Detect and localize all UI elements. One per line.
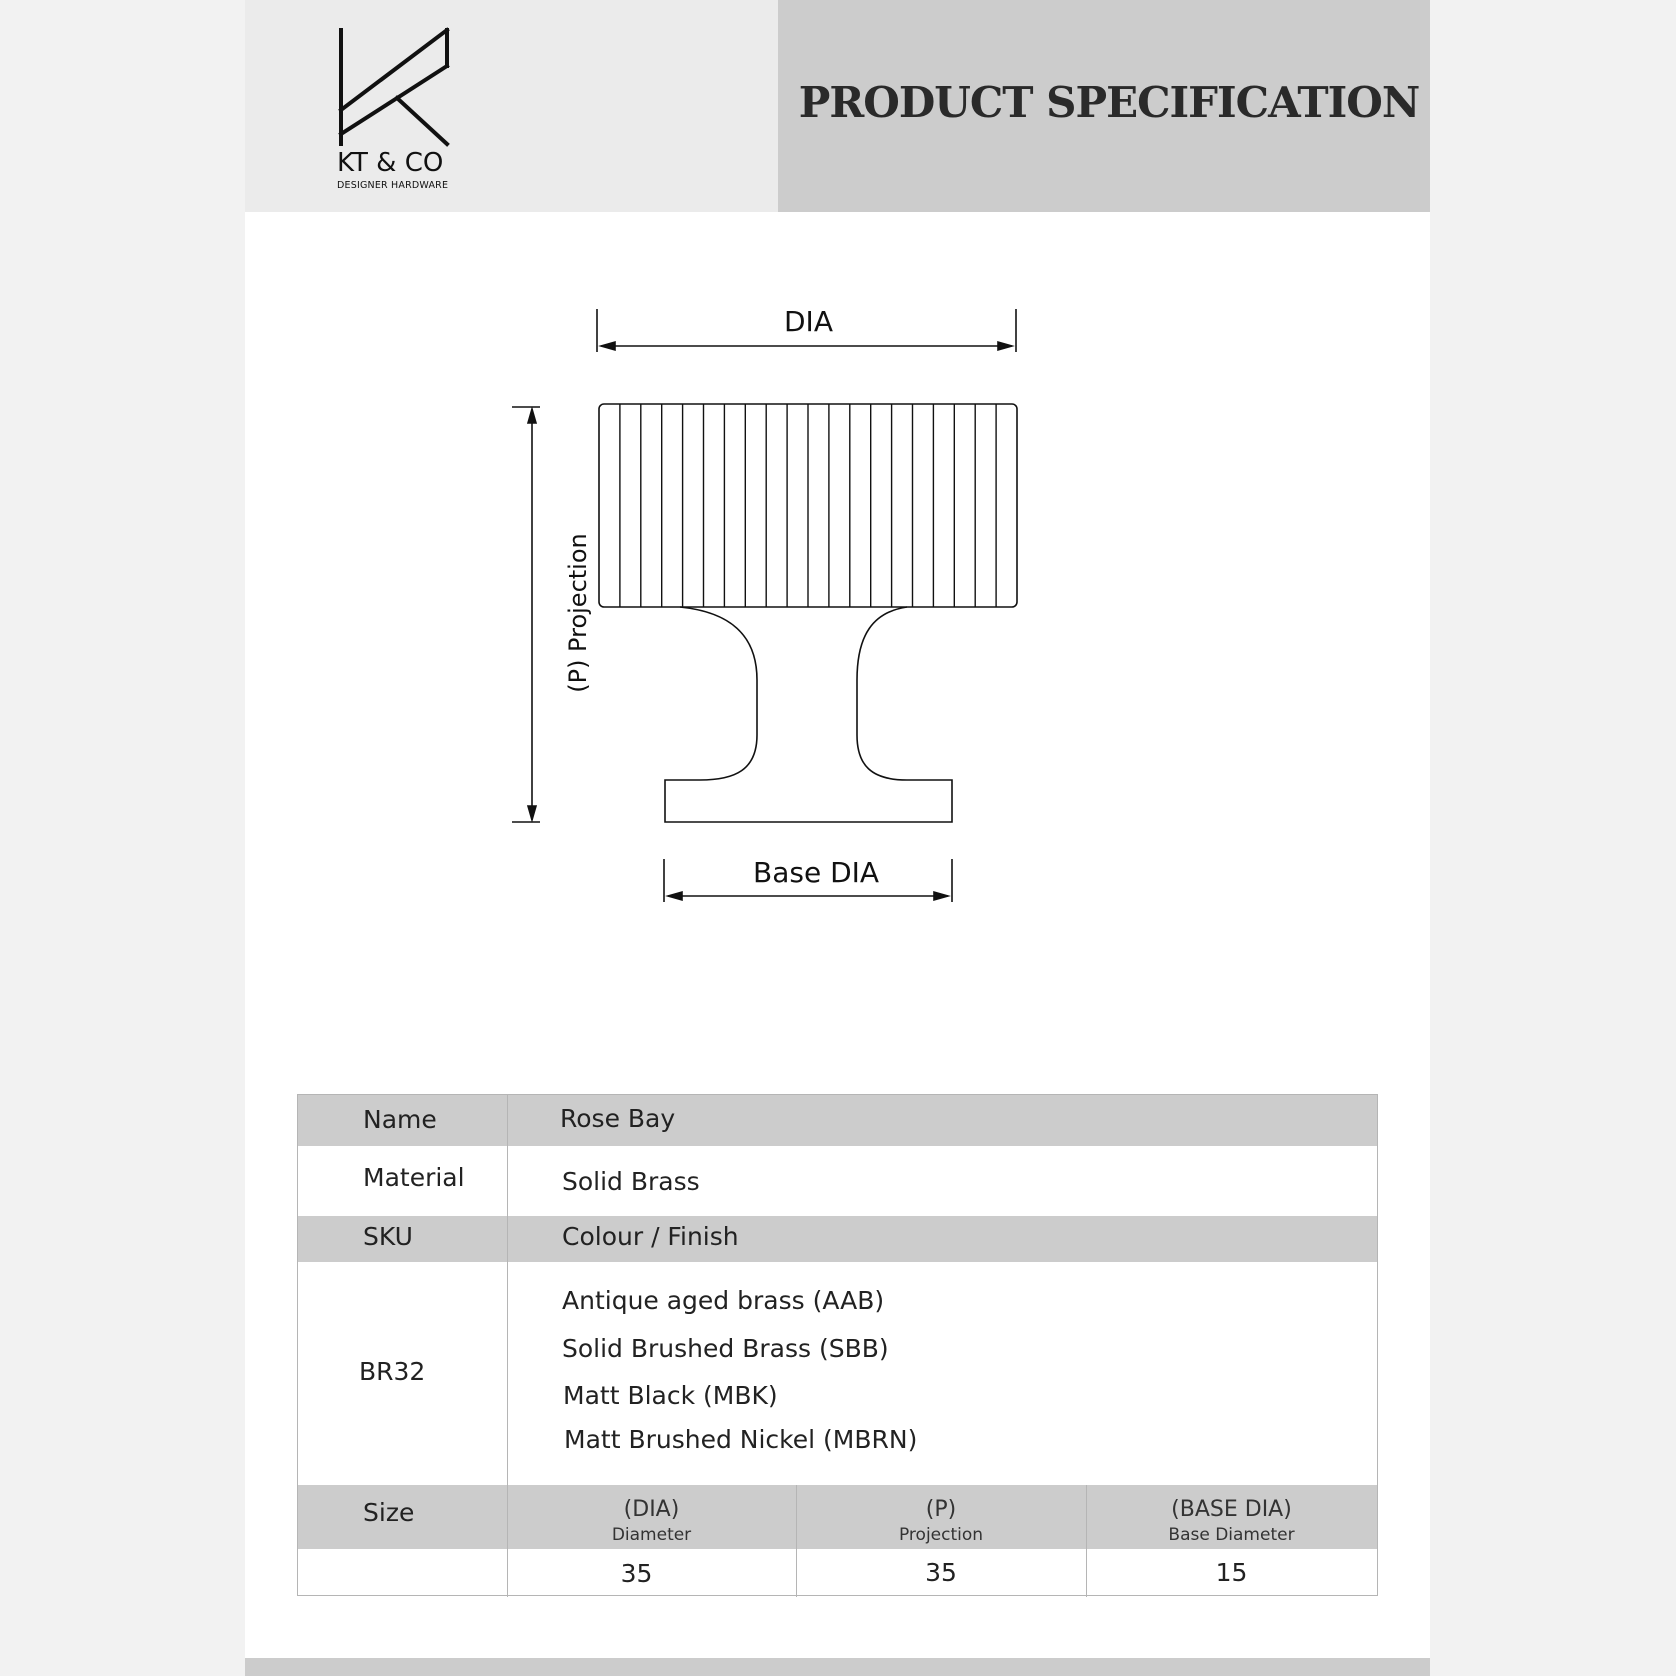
- sku-label: SKU: [363, 1222, 413, 1251]
- spec-table: [297, 1094, 1378, 1596]
- spec-sheet-page: [245, 0, 1430, 1676]
- knob-stem-outline: [665, 607, 952, 822]
- finish-item: Antique aged brass (AAB): [562, 1286, 885, 1315]
- finish-label: Colour / Finish: [562, 1222, 739, 1251]
- knob-technical-drawing: [245, 0, 1430, 960]
- sku-row-band: [298, 1216, 1377, 1262]
- size-projection-desc: Projection: [898, 1525, 984, 1545]
- finish-item: Solid Brushed Brass (SBB): [562, 1334, 889, 1363]
- size-label: Size: [363, 1498, 415, 1527]
- size-dia-desc: Diameter: [611, 1525, 692, 1545]
- base-dia-arrow-left: [668, 892, 682, 900]
- size-projection-value: 35: [925, 1558, 957, 1587]
- base-dia-label: Base DIA: [753, 856, 880, 889]
- knob-fluting: [620, 404, 996, 607]
- finish-item: Matt Black (MBK): [563, 1381, 778, 1410]
- brand-name: KT & CO: [337, 148, 444, 178]
- base-dia-arrow-right: [934, 892, 948, 900]
- dia-label: DIA: [784, 305, 833, 338]
- size-dia-value: 35: [620, 1559, 653, 1588]
- dia-arrow-left: [601, 342, 615, 350]
- size-projection-code: (P): [925, 1497, 957, 1522]
- projection-arrow-top: [528, 409, 536, 423]
- size-base-dia-code: (BASE DIA): [1171, 1497, 1292, 1522]
- size-base-dia-value: 15: [1215, 1558, 1248, 1587]
- size-base-dia-desc: Base Diameter: [1168, 1525, 1295, 1545]
- material-label: Material: [363, 1163, 465, 1192]
- name-row-band: [298, 1095, 1377, 1146]
- brand-tagline: DESIGNER HARDWARE: [337, 180, 449, 191]
- size-dia-code: (DIA): [623, 1497, 680, 1522]
- projection-label: (P) Projection: [564, 533, 592, 693]
- name-label: Name: [363, 1105, 437, 1134]
- finish-item: Matt Brushed Nickel (MBRN): [564, 1425, 918, 1454]
- material-value: Solid Brass: [562, 1167, 700, 1196]
- footer-band: [245, 1658, 1430, 1676]
- sku-value: BR32: [359, 1357, 426, 1386]
- name-value: Rose Bay: [560, 1104, 676, 1133]
- page-title: PRODUCT SPECIFICATION: [798, 78, 1420, 127]
- projection-arrow-bottom: [528, 806, 536, 820]
- dia-arrow-right: [998, 342, 1012, 350]
